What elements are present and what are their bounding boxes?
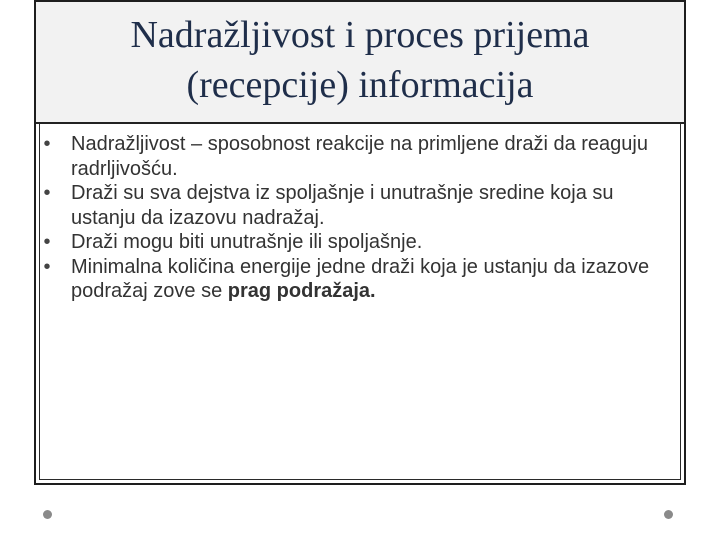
bullet-item xyxy=(38,132,682,181)
bullet-dot-icon: • xyxy=(43,182,51,204)
bullet-text: Nadražljivost – sposobnost reakcije na primljene draži da reaguju radrljivošću. xyxy=(71,133,648,180)
bullet-text: Draži mogu biti unutrašnje ili spoljašnje. xyxy=(71,231,423,253)
bullet-item xyxy=(38,255,682,304)
corner-dot-icon xyxy=(664,510,673,519)
bullet-dot-icon: • xyxy=(43,231,51,253)
bullet-bold-term: prag podražaja. xyxy=(227,280,376,302)
slide-title-line-1: Nadražljivost i proces prijema xyxy=(130,14,590,56)
bullet-dot-icon: • xyxy=(43,255,51,278)
bullet-list xyxy=(38,132,682,304)
bullet-dot-icon: • xyxy=(43,133,51,155)
slide-title-line-2: (recepcije) informacija xyxy=(186,64,534,106)
corner-dot-icon xyxy=(43,510,52,519)
bullet-text: Draži su sva dejstva iz spoljašnje i unutrašnje sredine koja su ustanju da izazovu nadražaj. xyxy=(71,182,614,229)
bullet-item xyxy=(38,230,682,255)
slide-title xyxy=(36,10,684,110)
bullet-text: Minimalna količina energije jedne draži koja je ustanju da izazove podražaj zove se xyxy=(71,255,650,302)
bullet-item xyxy=(38,181,682,230)
